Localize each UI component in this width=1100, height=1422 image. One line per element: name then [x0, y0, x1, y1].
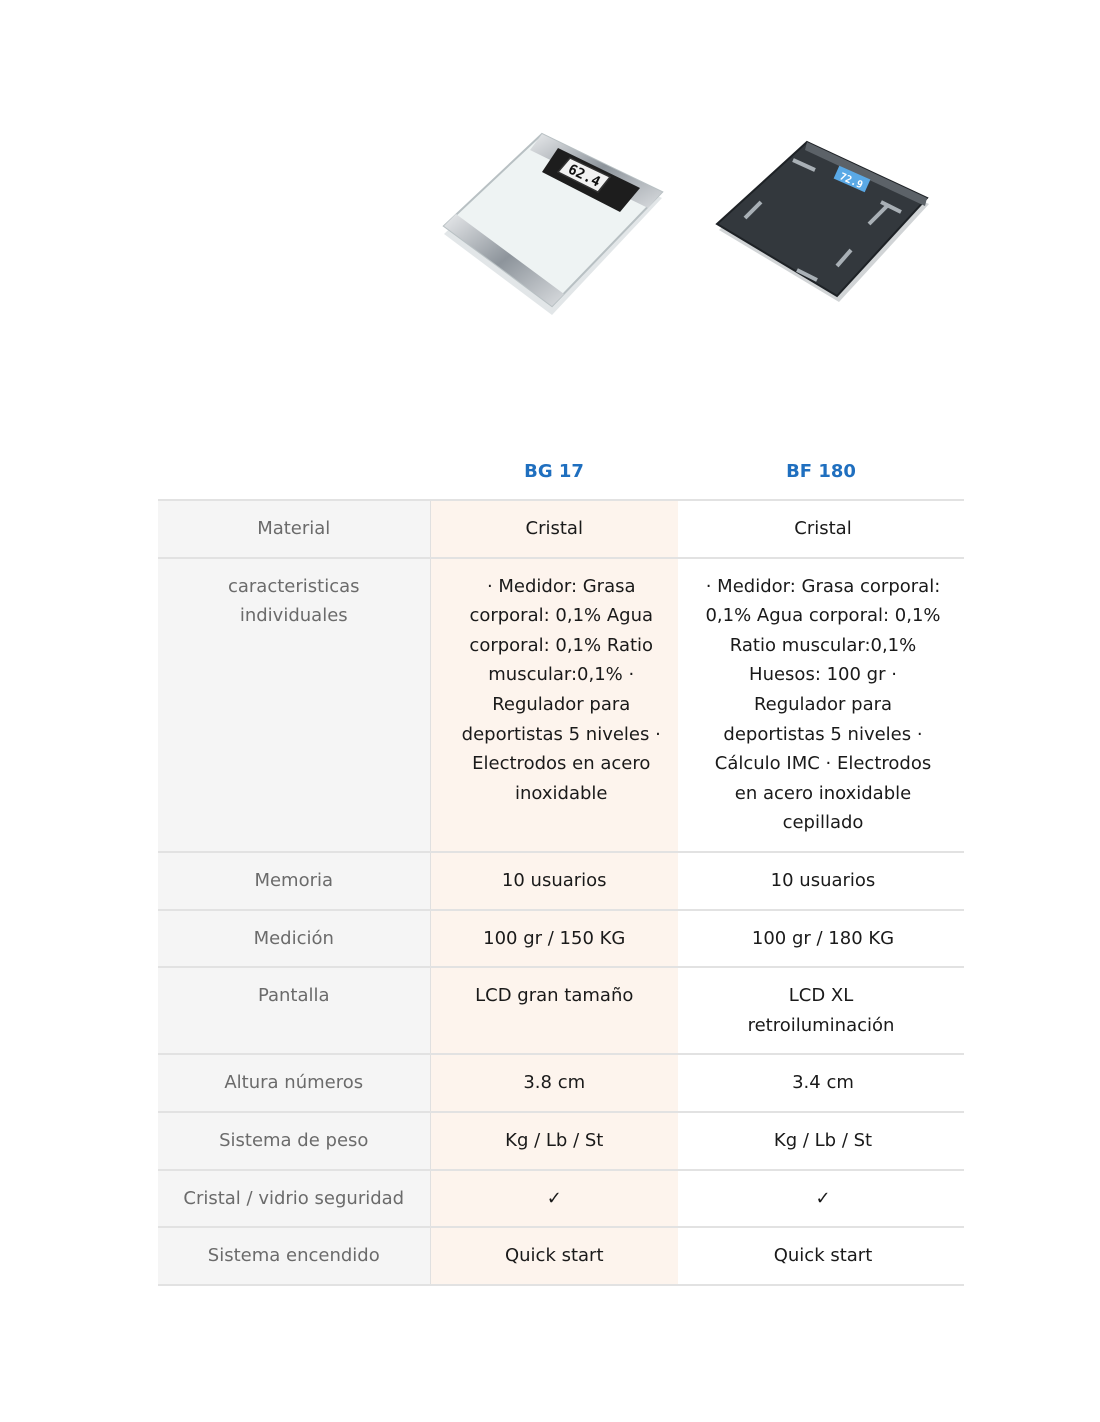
table-row [158, 500, 964, 558]
cell-bg17: Quick start [430, 1227, 678, 1285]
scale-display-value: 62.4 [565, 161, 603, 191]
glass-scale-icon [430, 120, 697, 330]
cell-bf180: Quick start [678, 1227, 964, 1285]
row-label: Sistema de peso [158, 1112, 430, 1170]
row-label: Altura números [158, 1054, 430, 1112]
cell-bf180: 100 gr / 180 KG [678, 910, 964, 968]
cell-bg17: Cristal [430, 500, 678, 558]
cell-bf180: LCD XL retroiluminación [678, 967, 964, 1054]
row-label: Medición [158, 910, 430, 968]
header-blank-cell [158, 444, 430, 500]
product-image-bg17[interactable] [430, 120, 697, 330]
cell-bg17: 3.8 cm [430, 1054, 678, 1112]
cell-bf180: Kg / Lb / St [678, 1112, 964, 1170]
check-icon: ✓ [430, 1170, 678, 1228]
cell-bg17: 10 usuarios [430, 852, 678, 910]
cell-bf180: · Medidor: Grasa corporal: 0,1% Agua corporal: 0,1% Ratio muscular:0,1% Huesos: 100 gr · Regulador para deportistas 5 niveles · Cálculo IMC · Electrodos en acero inoxidable cepillado [678, 558, 964, 852]
cell-bf180: Cristal [678, 500, 964, 558]
cell-bf180: 3.4 cm [678, 1054, 964, 1112]
cell-bg17: LCD gran tamaño [430, 967, 678, 1054]
row-label: Cristal / vidrio seguridad [158, 1170, 430, 1228]
row-label: Memoria [158, 852, 430, 910]
row-label: Pantalla [158, 967, 430, 1054]
comparison-table [158, 444, 964, 1286]
product-images [430, 120, 964, 330]
black-scale-icon [697, 120, 964, 330]
cell-bg17: · Medidor: Grasa corporal: 0,1% Agua corporal: 0,1% Ratio muscular:0,1% · Regulador para deportistas 5 niveles · Electrodos en acero inoxidable [430, 558, 678, 852]
scale-display-value: 72.9 [837, 171, 865, 192]
table-row [158, 1054, 964, 1112]
header-row [158, 444, 964, 500]
product-name-bg17[interactable]: BG 17 [430, 444, 678, 500]
row-label: caracteristicas individuales [158, 558, 430, 852]
check-icon: ✓ [678, 1170, 964, 1228]
cell-bg17: Kg / Lb / St [430, 1112, 678, 1170]
table-row [158, 852, 964, 910]
table-row [158, 1112, 964, 1170]
cell-bg17: 100 gr / 150 KG [430, 910, 678, 968]
product-image-bf180[interactable] [697, 120, 964, 330]
row-label: Sistema encendido [158, 1227, 430, 1285]
table-row [158, 967, 964, 1054]
table-row [158, 1227, 964, 1285]
product-name-bf180[interactable]: BF 180 [678, 444, 964, 500]
table-row [158, 910, 964, 968]
row-label: Material [158, 500, 430, 558]
cell-bf180: 10 usuarios [678, 852, 964, 910]
table-row [158, 558, 964, 852]
table-row [158, 1170, 964, 1228]
